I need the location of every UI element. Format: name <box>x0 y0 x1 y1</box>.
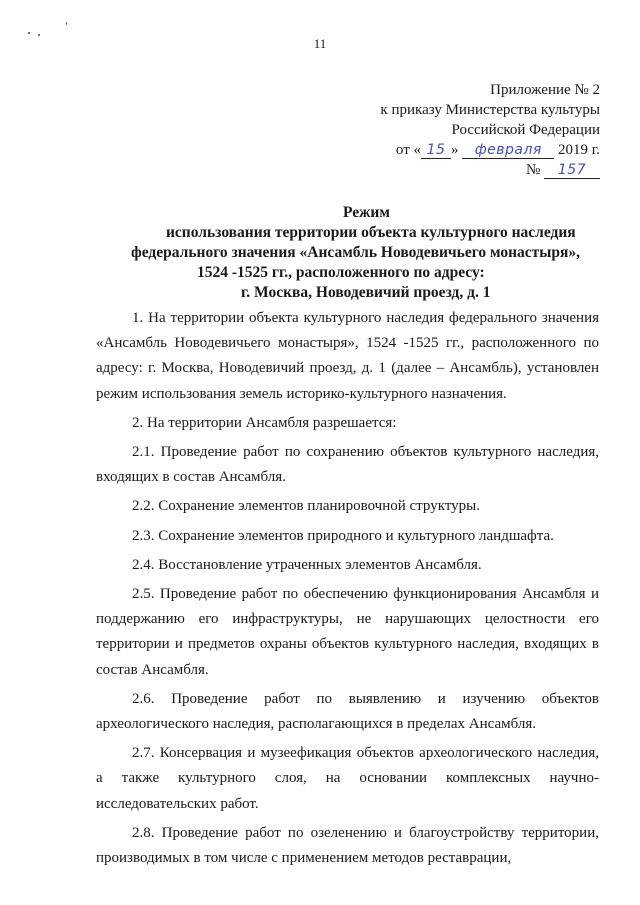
paragraph-2-3: 2.3. Сохранение элементов природного и культурного ландшафта. <box>132 527 554 544</box>
date-month-handwritten: февраля <box>462 142 554 159</box>
order-number-handwritten: 157 <box>544 162 600 179</box>
date-mid: » <box>451 142 459 158</box>
paragraph-2-6: 2.6. Проведение работ по выявлению и изучению объектов археологического наследия, располагающихся в пределах Ансамбля. <box>96 690 599 733</box>
appendix-header <box>380 80 600 180</box>
date-year: 2019 г. <box>558 142 600 158</box>
title-line-2: использования территории объекта культурного наследия <box>166 224 576 241</box>
document-title <box>0 203 640 303</box>
date-prefix: от « <box>395 142 422 158</box>
paragraph-2: 2. На территории Ансамбля разрешается: <box>132 414 397 431</box>
number-prefix: № <box>525 162 541 178</box>
paragraph-2-7: 2.7. Консервация и музеефикация объектов археологического наследия, а также культурного слоя, на основании комплексных научно-исследовательских работ. <box>96 745 599 812</box>
scan-speck <box>66 22 67 25</box>
title-line-3: федерального значения «Ансамбль Новодевичьего монастыря», <box>131 244 581 261</box>
date-day-handwritten: 15 <box>421 142 451 159</box>
title-line-4: 1524 -1525 гг., расположенного по адресу: <box>197 264 485 281</box>
page-number: 11 <box>313 36 327 51</box>
paragraph-2-2: 2.2. Сохранение элементов планировочной структуры. <box>132 498 481 515</box>
title-line-1: Режим <box>343 204 390 221</box>
paragraph-2-8: 2.8. Проведение работ по озеленению и благоустройству территории, производимых в том числе с применением методов реставрации, <box>96 824 599 867</box>
appendix-number: Приложение № 2 <box>490 82 600 98</box>
paragraph-2-4: 2.4. Восстановление утраченных элементов Ансамбля. <box>132 556 482 573</box>
paragraph-1: 1. На территории объекта культурного наследия федерального значения «Ансамбль Новодевичьего монастыря», 1524 -1525 гг., расположенного по адресу: г. Москва, Новодевичий проезд, д. 1 (далее – Ансамбль), установлен режим использования земель историко-культурного назначения. <box>96 310 599 402</box>
appendix-federation: Российской Федерации <box>451 122 600 138</box>
paragraph-2-1: 2.1. Проведение работ по сохранению объектов культурного наследия, входящих в состав Ансамбля. <box>96 444 599 486</box>
scan-speck <box>28 32 30 34</box>
document-body <box>96 306 599 875</box>
appendix-order-ref: к приказу Министерства культуры <box>380 102 600 118</box>
title-line-5: г. Москва, Новодевичий проезд, д. 1 <box>241 284 491 301</box>
appendix-date-line <box>380 140 600 160</box>
paragraph-2-5: 2.5. Проведение работ по обеспечению функционирования Ансамбля и поддержанию его инфраструктуры, не нарушающих целостности его территории и предметов охраны объектов культурного наследия, входящих в состав Ансамбля. <box>96 586 599 678</box>
appendix-number-line <box>380 160 600 180</box>
